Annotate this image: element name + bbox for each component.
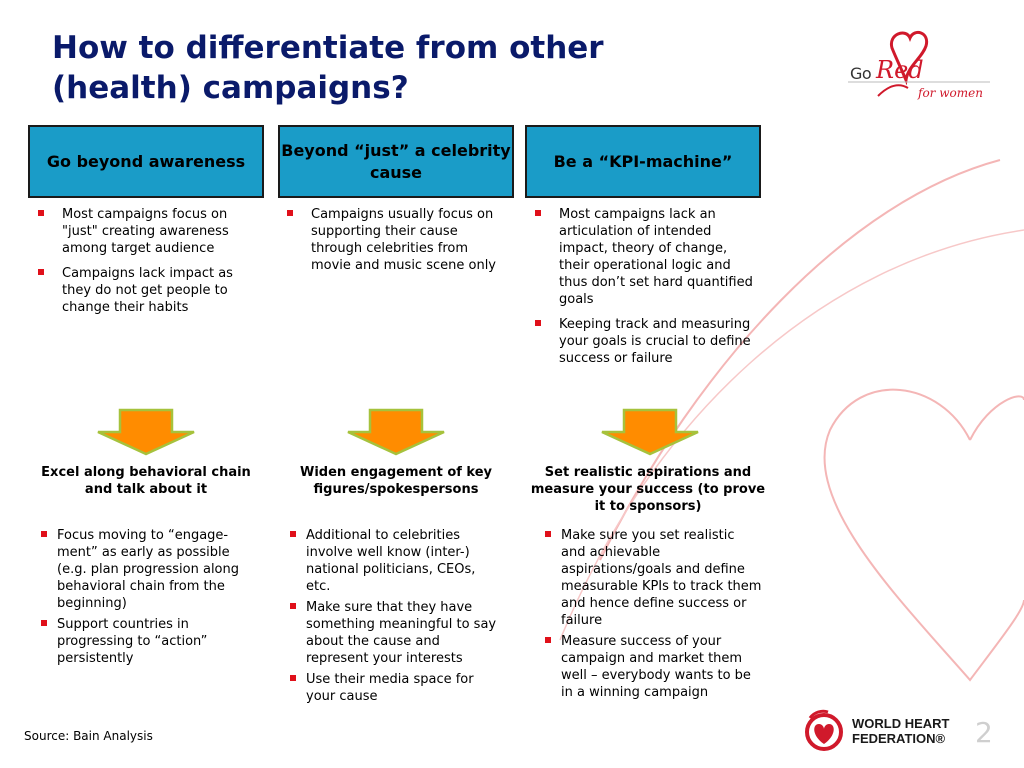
list-item: Use their media space for your cause (286, 671, 501, 705)
page-title-line-2: (health) campaigns? (52, 70, 409, 106)
column-1-subheading: Excel along behavioral chain and talk about it (41, 465, 251, 497)
column-1-header: Go beyond awareness (28, 125, 264, 198)
list-item: Focus moving to “engage-ment” as early as possible (e.g. plan progression along behavioral chain from the beginning) (37, 527, 262, 612)
heart-logo-icon (804, 708, 844, 754)
list-item: Make sure you set realistic and achievable aspirations/goals and define measurable KPIs to track them and hence define success or failure (541, 527, 763, 629)
arrow-down-icon (96, 408, 196, 456)
arrow-down-icon (600, 408, 700, 456)
list-item: Support countries in progressing to “action” persistently (37, 616, 262, 667)
list-item: Measure success of your campaign and market them well – everybody wants to be in a winning campaign (541, 633, 763, 701)
logo-text-line-1: WORLD HEART (852, 716, 950, 731)
page-number: 2 (975, 716, 993, 749)
column-3-problem-list (529, 206, 761, 375)
go-red-logo-red: Red (876, 56, 924, 84)
source-note: Source: Bain Analysis (24, 729, 153, 743)
list-item: Keeping track and measuring your goals is crucial to define success or failure (529, 316, 761, 367)
go-red-logo-go: Go (850, 64, 872, 83)
column-2-subheading: Widen engagement of key figures/spokespersons (299, 465, 493, 497)
column-2-action-list (286, 527, 501, 709)
list-item: Make sure that they have something meaningful to say about the cause and represent your interests (286, 599, 501, 667)
world-heart-federation-logo-text (852, 716, 950, 746)
list-item: Additional to celebrities involve well know (inter-) national politicians, CEOs, etc. (286, 527, 501, 595)
list-item: Most campaigns focus on "just" creating awareness among target audience (32, 206, 257, 257)
go-red-logo-for-women: for women (918, 86, 983, 100)
list-item: Most campaigns lack an articulation of intended impact, theory of change, their operational logic and thus don’t set hard quantified goals (529, 206, 761, 308)
list-item: Campaigns lack impact as they do not get people to change their habits (32, 265, 257, 316)
column-3-subheading: Set realistic aspirations and measure your success (to prove it to sponsors) (530, 465, 766, 514)
column-3-header: Be a “KPI-machine” (525, 125, 761, 198)
column-3-action-list (541, 527, 763, 705)
list-item: Campaigns usually focus on supporting their cause through celebrities from movie and music scene only (281, 206, 506, 274)
page-title-line-1: How to differentiate from other (52, 30, 604, 66)
arrow-down-icon (346, 408, 446, 456)
column-2-header: Beyond “just” a celebrity cause (278, 125, 514, 198)
column-2-problem-list (281, 206, 506, 282)
column-1-action-list (37, 527, 262, 671)
logo-text-line-2: FEDERATION® (852, 731, 946, 746)
column-1-problem-list (32, 206, 257, 324)
page-title (52, 28, 752, 108)
